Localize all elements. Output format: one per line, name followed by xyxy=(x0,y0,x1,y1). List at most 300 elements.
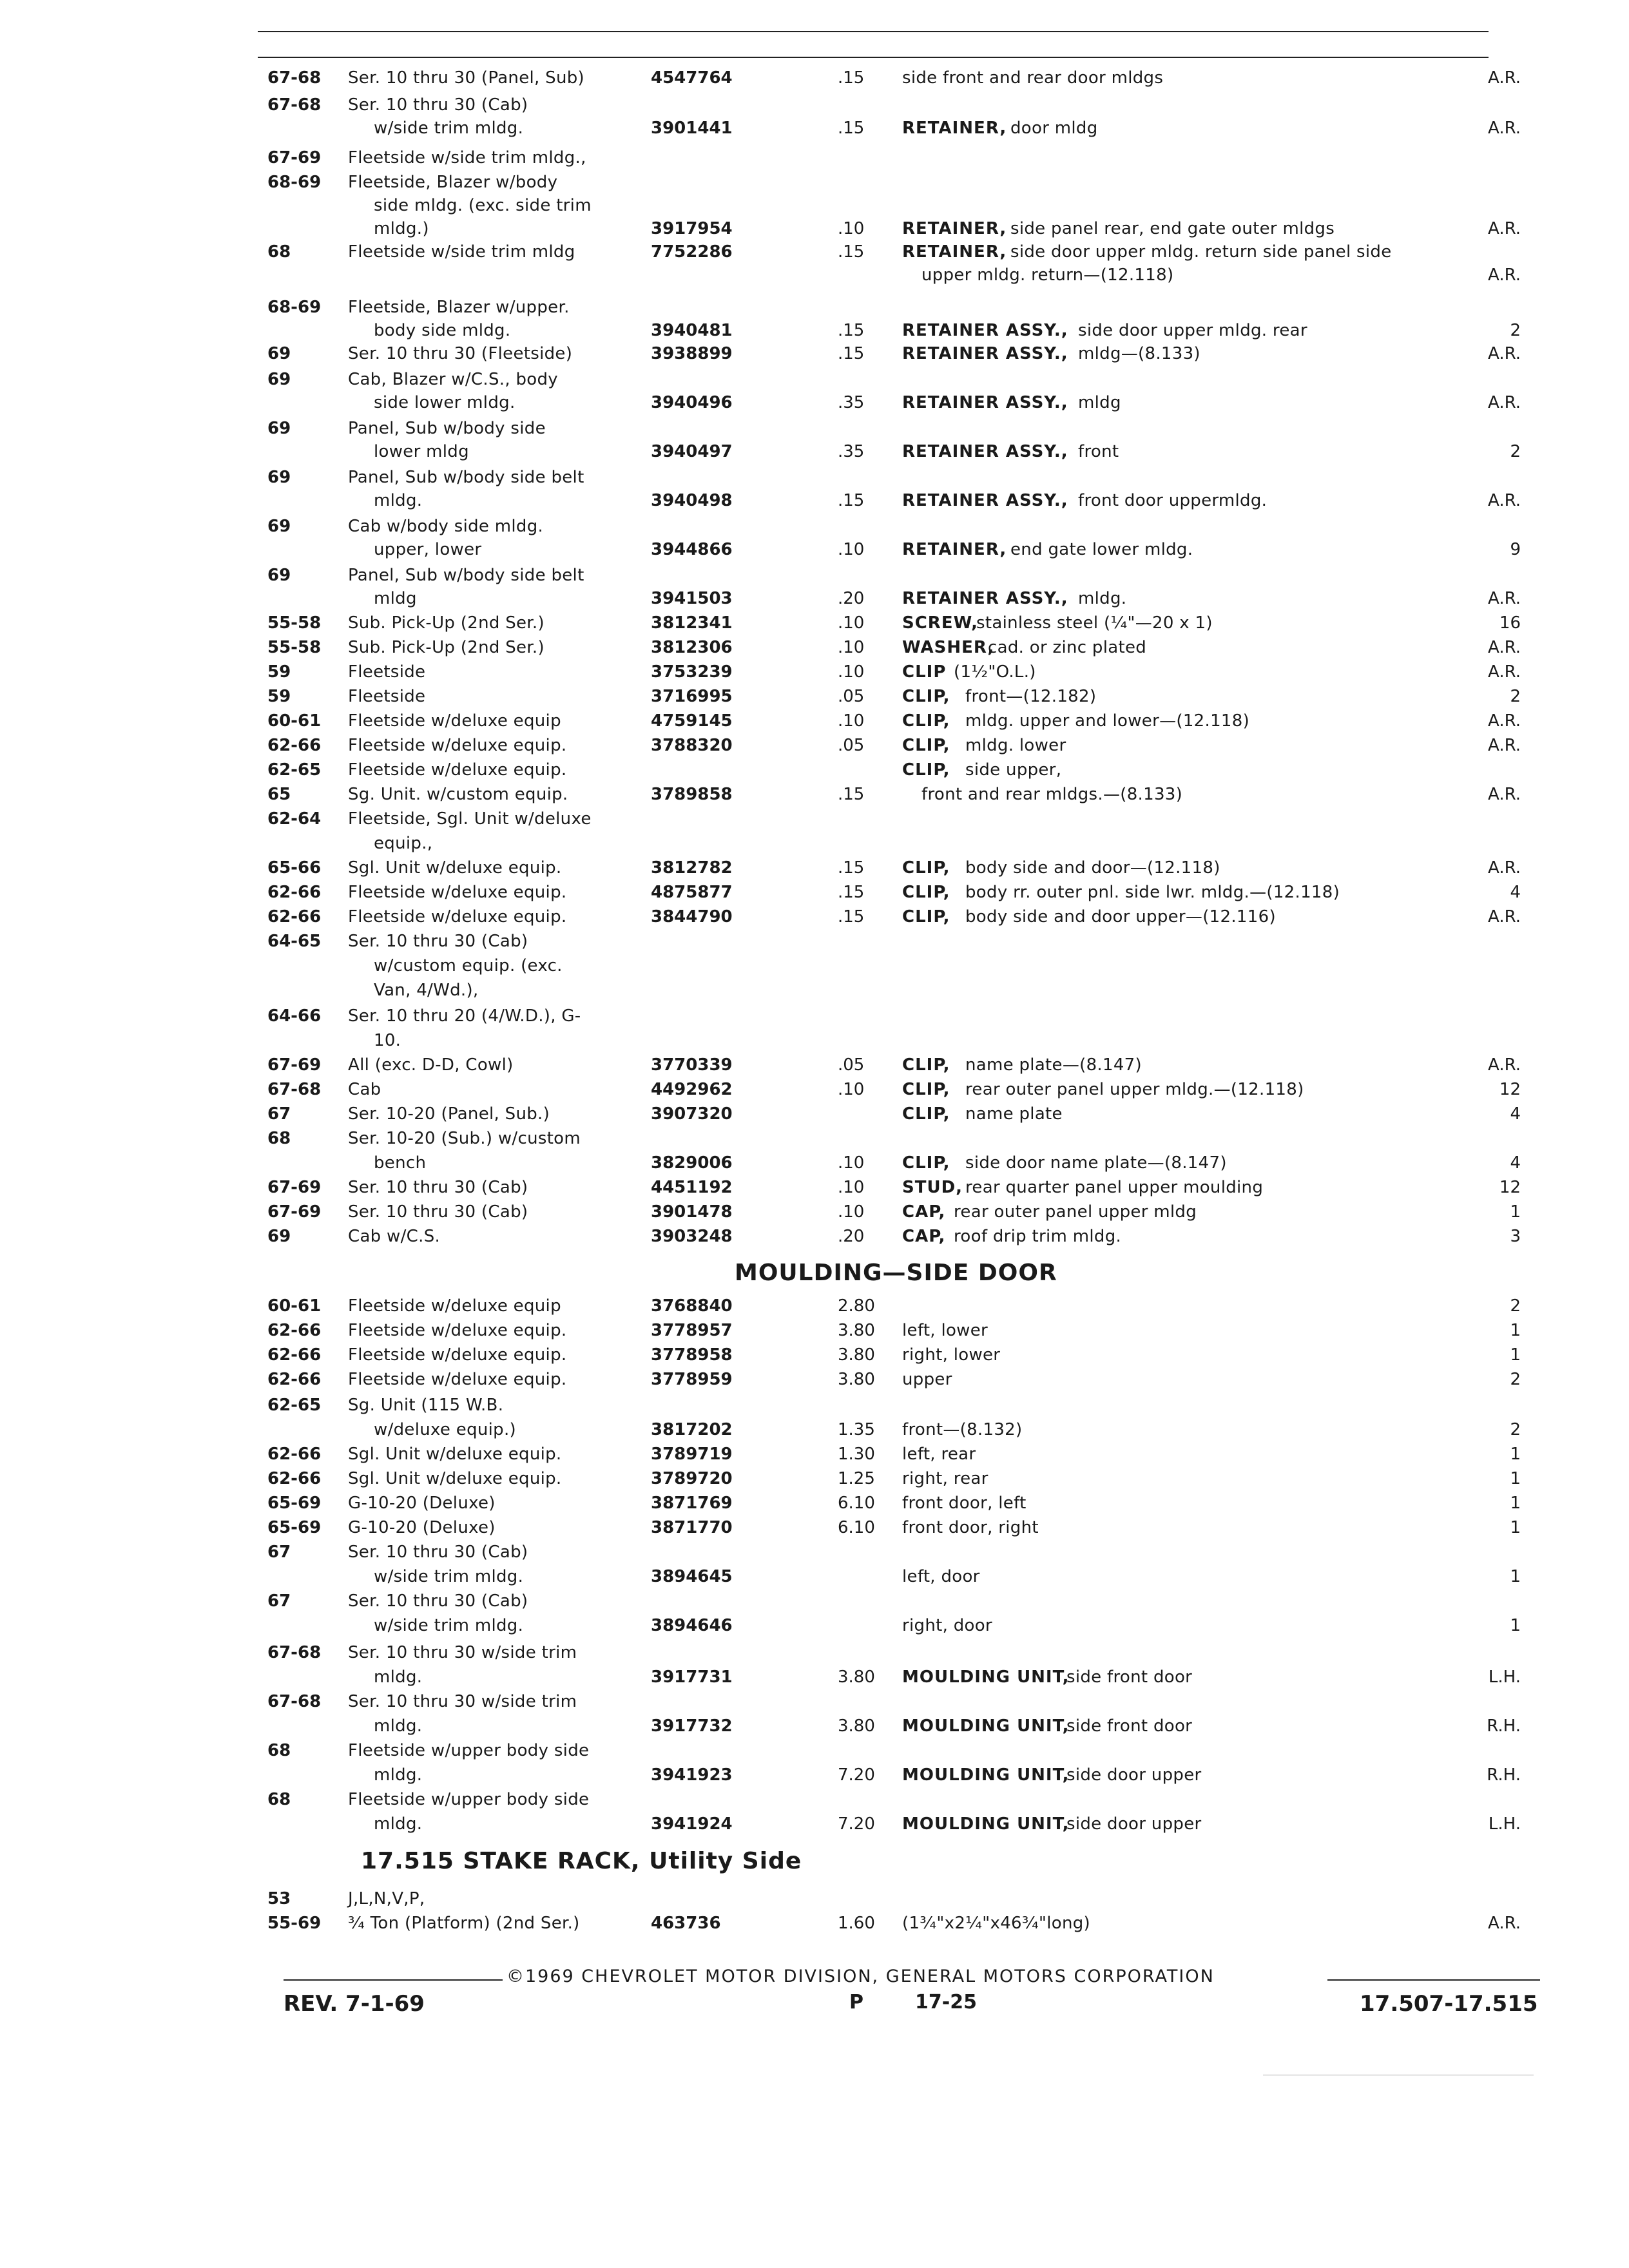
parts-row xyxy=(0,296,1629,318)
model-year: 69 xyxy=(267,468,291,487)
part-number: 4547764 xyxy=(651,68,733,88)
part-number: 3917731 xyxy=(651,1667,733,1687)
model-description: Sg. Unit. w/custom equip. xyxy=(348,785,568,804)
parts-row xyxy=(0,1201,1629,1223)
part-description: left, rear xyxy=(902,1445,976,1464)
part-number: 3753239 xyxy=(651,662,733,682)
quantity: 1 xyxy=(1510,1494,1521,1513)
parts-row xyxy=(0,1764,1629,1786)
model-description: J,L,N,V,P, xyxy=(348,1889,425,1908)
model-description: Fleetside, Blazer w/body xyxy=(348,173,558,192)
part-description: side door upper mldg. return side panel side xyxy=(1010,242,1392,262)
parts-row xyxy=(0,1590,1629,1612)
model-description: Sgl. Unit w/deluxe equip. xyxy=(348,858,562,878)
quantity: 1 xyxy=(1510,1518,1521,1537)
part-description: front—(8.132) xyxy=(902,1420,1023,1439)
footer-rule-left xyxy=(284,1979,503,1981)
parts-row xyxy=(0,466,1629,488)
quantity: A.R. xyxy=(1488,1914,1521,1933)
model-year: 53 xyxy=(267,1889,291,1908)
parts-row xyxy=(0,171,1629,193)
model-description: Sub. Pick-Up (2nd Ser.) xyxy=(348,613,545,633)
part-description: upper mldg. return—(12.118) xyxy=(921,265,1174,285)
model-description: Fleetside w/deluxe equip xyxy=(348,1296,561,1316)
part-description: mldg. upper and lower—(12.118) xyxy=(965,711,1250,731)
part-number: 3941503 xyxy=(651,589,733,608)
list-price: 6.10 xyxy=(838,1518,875,1537)
model-year: 69 xyxy=(267,517,291,536)
quantity: 1 xyxy=(1510,1445,1521,1464)
parts-row xyxy=(0,881,1629,903)
quantity: 4 xyxy=(1510,883,1521,902)
model-year: 62-66 xyxy=(267,907,322,927)
list-price: 3.80 xyxy=(838,1716,875,1736)
footer-section-range: 17.507-17.515 xyxy=(1360,1991,1538,2017)
part-description: left, door xyxy=(902,1567,980,1586)
model-year: 67-68 xyxy=(267,1080,322,1099)
parts-row xyxy=(0,612,1629,634)
model-description: Cab w/body side mldg. xyxy=(348,517,544,536)
model-description: Cab xyxy=(348,1080,381,1099)
model-year: 55-58 xyxy=(267,613,322,633)
parts-row xyxy=(0,1517,1629,1539)
parts-row xyxy=(0,343,1629,365)
model-year: 69 xyxy=(267,1227,291,1246)
quantity: A.R. xyxy=(1488,662,1521,682)
list-price: .10 xyxy=(838,662,865,682)
part-description: roof drip trim mldg. xyxy=(954,1227,1122,1246)
list-price: 1.60 xyxy=(838,1914,875,1933)
part-name: CLIP, xyxy=(902,883,950,902)
list-price: .10 xyxy=(838,1178,865,1197)
part-name: CLIP, xyxy=(902,907,950,927)
part-number: 4759145 xyxy=(651,711,733,731)
model-description: Ser. 10 thru 30 (Fleetside) xyxy=(348,344,573,363)
list-price: .15 xyxy=(838,344,865,363)
parts-row xyxy=(0,1419,1629,1441)
model-description: Fleetside w/deluxe equip. xyxy=(348,1321,567,1340)
part-number: 3901441 xyxy=(651,119,733,138)
model-description: Sub. Pick-Up (2nd Ser.) xyxy=(348,638,545,657)
part-number: 3817202 xyxy=(651,1420,733,1439)
model-year: 62-66 xyxy=(267,1469,322,1488)
parts-row xyxy=(0,441,1629,463)
list-price: .15 xyxy=(838,785,865,804)
part-description: side door upper xyxy=(1066,1765,1202,1785)
part-description: name plate xyxy=(965,1104,1063,1124)
part-number: 3812782 xyxy=(651,858,733,878)
model-description: Fleetside w/side trim mldg., xyxy=(348,148,586,168)
list-price: 3.80 xyxy=(838,1345,875,1365)
parts-row xyxy=(0,1054,1629,1076)
model-year: 67-68 xyxy=(267,1643,322,1662)
list-price: 7.20 xyxy=(838,1814,875,1834)
parts-row xyxy=(0,320,1629,341)
part-description: right, rear xyxy=(902,1469,988,1488)
parts-row xyxy=(0,1813,1629,1835)
quantity: 1 xyxy=(1510,1345,1521,1365)
model-year: 55-69 xyxy=(267,1914,322,1933)
part-number: 3812306 xyxy=(651,638,733,657)
parts-row xyxy=(0,1005,1629,1027)
model-year: 68 xyxy=(267,1741,291,1760)
quantity: 16 xyxy=(1499,613,1521,633)
parts-row xyxy=(0,392,1629,414)
part-number: 3938899 xyxy=(651,344,733,363)
quantity: R.H. xyxy=(1487,1765,1521,1785)
part-name: RETAINER ASSY., xyxy=(902,589,1068,608)
quantity: R.H. xyxy=(1487,1716,1521,1736)
top-rule xyxy=(258,31,1489,32)
part-description: mldg xyxy=(1078,393,1121,412)
part-name: CLIP, xyxy=(902,760,950,780)
list-price: .05 xyxy=(838,687,865,706)
part-number: 3901478 xyxy=(651,1202,733,1222)
model-description: Fleetside w/deluxe equip. xyxy=(348,907,567,927)
list-price: 3.80 xyxy=(838,1321,875,1340)
model-description: mldg.) xyxy=(374,219,429,238)
quantity: A.R. xyxy=(1488,393,1521,412)
list-price: .10 xyxy=(838,638,865,657)
part-name: STUD, xyxy=(902,1178,963,1197)
model-description: Fleetside w/deluxe equip. xyxy=(348,1345,567,1365)
model-description: Fleetside w/deluxe equip. xyxy=(348,1370,567,1389)
part-number: 3778959 xyxy=(651,1370,733,1389)
model-description: G-10-20 (Deluxe) xyxy=(348,1518,496,1537)
model-description: Ser. 10 thru 30 (Cab) xyxy=(348,1591,528,1611)
list-price: .10 xyxy=(838,219,865,238)
model-year: 69 xyxy=(267,370,291,389)
parts-row xyxy=(0,1740,1629,1762)
parts-row xyxy=(0,218,1629,240)
model-description: Fleetside w/side trim mldg xyxy=(348,242,575,262)
parts-row xyxy=(0,906,1629,928)
footer-page-number: 17-25 xyxy=(915,1991,977,2013)
parts-row xyxy=(0,1344,1629,1366)
quantity: 3 xyxy=(1510,1227,1521,1246)
parts-row xyxy=(0,539,1629,561)
quantity: L.H. xyxy=(1488,1814,1521,1834)
model-description: Van, 4/Wd.), xyxy=(374,981,479,1000)
parts-row xyxy=(0,1394,1629,1416)
part-name: MOULDING UNIT, xyxy=(902,1667,1070,1687)
part-name: CAP, xyxy=(902,1202,946,1222)
part-name: CLIP, xyxy=(902,736,950,755)
part-description: right, door xyxy=(902,1616,992,1635)
part-number: 3944866 xyxy=(651,540,733,559)
part-number: 3917954 xyxy=(651,219,733,238)
parts-row xyxy=(0,1566,1629,1588)
part-number: 3894646 xyxy=(651,1616,733,1635)
model-year: 62-66 xyxy=(267,736,322,755)
list-price: .15 xyxy=(838,68,865,88)
parts-row xyxy=(0,241,1629,263)
model-description: Fleetside w/deluxe equip. xyxy=(348,883,567,902)
quantity: A.R. xyxy=(1488,589,1521,608)
parts-row xyxy=(0,369,1629,390)
part-description: name plate—(8.147) xyxy=(965,1055,1142,1075)
part-description: front—(12.182) xyxy=(965,687,1097,706)
model-year: 68-69 xyxy=(267,298,322,317)
model-description: w/custom equip. (exc. xyxy=(374,956,563,975)
model-description: upper, lower xyxy=(374,540,482,559)
parts-row xyxy=(0,1666,1629,1688)
part-number: 3789719 xyxy=(651,1445,733,1464)
model-year: 67-69 xyxy=(267,1202,322,1222)
part-number: 3829006 xyxy=(651,1153,733,1173)
model-year: 67-69 xyxy=(267,148,322,168)
list-price: .15 xyxy=(838,883,865,902)
model-description: bench xyxy=(374,1153,427,1173)
parts-row xyxy=(0,710,1629,732)
list-price: .10 xyxy=(838,1202,865,1222)
part-name: CLIP xyxy=(902,662,947,682)
list-price: 6.10 xyxy=(838,1494,875,1513)
quantity: 1 xyxy=(1510,1202,1521,1222)
model-description: mldg. xyxy=(374,491,423,510)
part-name: RETAINER ASSY., xyxy=(902,344,1068,363)
part-number: 4451192 xyxy=(651,1178,733,1197)
model-year: 69 xyxy=(267,419,291,438)
model-description: Sgl. Unit w/deluxe equip. xyxy=(348,1469,562,1488)
parts-row xyxy=(0,1468,1629,1490)
header-rule xyxy=(258,57,1489,58)
part-description: side panel rear, end gate outer mldgs xyxy=(1010,219,1335,238)
quantity: A.R. xyxy=(1488,858,1521,878)
model-year: 59 xyxy=(267,662,291,682)
model-description: Panel, Sub w/body side belt xyxy=(348,468,584,487)
part-name: WASHER, xyxy=(902,638,995,657)
model-year: 67 xyxy=(267,1542,291,1562)
part-description: (1¹⁄₂"O.L.) xyxy=(954,662,1036,682)
parts-row xyxy=(0,515,1629,537)
parts-row xyxy=(0,264,1629,286)
model-year: 62-66 xyxy=(267,1345,322,1365)
model-description: Fleetside, Sgl. Unit w/deluxe xyxy=(348,809,592,829)
parts-row xyxy=(0,1177,1629,1198)
parts-row xyxy=(0,1295,1629,1317)
part-description: side door upper xyxy=(1066,1814,1202,1834)
model-description: Fleetside w/deluxe equip. xyxy=(348,736,567,755)
quantity: A.R. xyxy=(1488,265,1521,285)
list-price: 1.25 xyxy=(838,1469,875,1488)
parts-row xyxy=(0,94,1629,116)
model-year: 69 xyxy=(267,344,291,363)
quantity: A.R. xyxy=(1488,785,1521,804)
part-number: 3940497 xyxy=(651,442,733,461)
list-price: .35 xyxy=(838,442,865,461)
section-title-moulding-side-door: MOULDING—SIDE DOOR xyxy=(735,1260,1057,1286)
model-description: All (exc. D-D, Cowl) xyxy=(348,1055,514,1075)
part-description: front door, left xyxy=(902,1494,1027,1513)
quantity: 4 xyxy=(1510,1153,1521,1173)
part-number: 3789858 xyxy=(651,785,733,804)
model-year: 64-66 xyxy=(267,1006,322,1026)
part-number: 3917732 xyxy=(651,1716,733,1736)
list-price: .10 xyxy=(838,711,865,731)
quantity: 1 xyxy=(1510,1321,1521,1340)
model-description: mldg. xyxy=(374,1814,423,1834)
part-name: CLIP, xyxy=(902,687,950,706)
model-description: Fleetside w/deluxe equip xyxy=(348,711,561,731)
model-description: w/side trim mldg. xyxy=(374,1616,524,1635)
list-price: 3.80 xyxy=(838,1370,875,1389)
footer-rule-right xyxy=(1327,1979,1540,1981)
part-number: 3716995 xyxy=(651,687,733,706)
parts-row xyxy=(0,1103,1629,1125)
model-description: Ser. 10 thru 30 w/side trim xyxy=(348,1643,577,1662)
model-description: Ser. 10-20 (Panel, Sub.) xyxy=(348,1104,550,1124)
part-description: door mldg xyxy=(1010,119,1098,138)
quantity: A.R. xyxy=(1488,711,1521,731)
model-description: mldg. xyxy=(374,1716,423,1736)
list-price: .10 xyxy=(838,540,865,559)
model-description: Ser. 10 thru 30 w/side trim xyxy=(348,1692,577,1711)
model-description: side mldg. (exc. side trim xyxy=(374,196,592,215)
parts-row xyxy=(0,1715,1629,1737)
model-year: 62-65 xyxy=(267,1396,322,1415)
part-number: 7752286 xyxy=(651,242,733,262)
model-year: 68 xyxy=(267,242,291,262)
part-name: RETAINER, xyxy=(902,219,1007,238)
model-year: 60-61 xyxy=(267,1296,322,1316)
model-description: ³⁄₄ Ton (Platform) (2nd Ser.) xyxy=(348,1914,580,1933)
parts-row xyxy=(0,955,1629,977)
model-description: w/side trim mldg. xyxy=(374,119,524,138)
model-year: 67-68 xyxy=(267,95,322,115)
quantity: 2 xyxy=(1510,687,1521,706)
model-year: 60-61 xyxy=(267,711,322,731)
model-description: Fleetside xyxy=(348,687,426,706)
part-description: (1³⁄₄"x2¹⁄₄"x46³⁄₄"long) xyxy=(902,1914,1090,1933)
model-description: mldg xyxy=(374,589,417,608)
part-name: SCREW, xyxy=(902,613,979,633)
quantity: 2 xyxy=(1510,321,1521,340)
parts-row xyxy=(0,1541,1629,1563)
model-description: mldg. xyxy=(374,1667,423,1687)
list-price: .15 xyxy=(838,491,865,510)
quantity: A.R. xyxy=(1488,1055,1521,1075)
list-price: .15 xyxy=(838,119,865,138)
parts-row xyxy=(0,1615,1629,1637)
parts-row xyxy=(0,1443,1629,1465)
model-description: Cab, Blazer w/C.S., body xyxy=(348,370,558,389)
part-name: CAP, xyxy=(902,1227,946,1246)
quantity: A.R. xyxy=(1488,638,1521,657)
part-name: MOULDING UNIT, xyxy=(902,1716,1070,1736)
model-year: 59 xyxy=(267,687,291,706)
quantity: A.R. xyxy=(1488,219,1521,238)
model-year: 55-58 xyxy=(267,638,322,657)
list-price: .15 xyxy=(838,321,865,340)
model-description: mldg. xyxy=(374,1765,423,1785)
part-name: MOULDING UNIT, xyxy=(902,1814,1070,1834)
quantity: 1 xyxy=(1510,1469,1521,1488)
part-description: rear outer panel upper mldg xyxy=(954,1202,1197,1222)
parts-row xyxy=(0,1789,1629,1811)
parts-row xyxy=(0,857,1629,879)
part-description: cad. or zinc plated xyxy=(988,638,1147,657)
footer-page-letter: P xyxy=(849,1991,863,2013)
model-year: 67-68 xyxy=(267,68,322,88)
part-description: front and rear mldgs.—(8.133) xyxy=(921,785,1183,804)
part-number: 4875877 xyxy=(651,883,733,902)
part-description: side door upper mldg. rear xyxy=(1078,321,1307,340)
model-description: body side mldg. xyxy=(374,321,511,340)
model-description: Ser. 10 thru 20 (4/W.D.), G- xyxy=(348,1006,581,1026)
model-description: Fleetside, Blazer w/upper. xyxy=(348,298,570,317)
list-price: .10 xyxy=(838,613,865,633)
quantity: 1 xyxy=(1510,1567,1521,1586)
parts-row xyxy=(0,1079,1629,1100)
parts-row xyxy=(0,661,1629,683)
model-year: 64-65 xyxy=(267,932,322,951)
part-number: 3844790 xyxy=(651,907,733,927)
parts-row xyxy=(0,1888,1629,1910)
part-number: 3812341 xyxy=(651,613,733,633)
parts-row xyxy=(0,1225,1629,1247)
list-price: .10 xyxy=(838,1080,865,1099)
part-number: 3941923 xyxy=(651,1765,733,1785)
parts-row xyxy=(0,564,1629,586)
model-year: 67-69 xyxy=(267,1178,322,1197)
part-number: 3907320 xyxy=(651,1104,733,1124)
part-number: 3768840 xyxy=(651,1296,733,1316)
part-description: mldg. xyxy=(1078,589,1127,608)
part-description: side door name plate—(8.147) xyxy=(965,1153,1227,1173)
model-year: 68 xyxy=(267,1129,291,1148)
parts-row xyxy=(0,1691,1629,1713)
part-description: side front and rear door mldgs xyxy=(902,68,1164,88)
parts-row xyxy=(0,588,1629,610)
model-year: 62-65 xyxy=(267,760,322,780)
model-year: 65-66 xyxy=(267,858,322,878)
part-number: 3778957 xyxy=(651,1321,733,1340)
part-description: left, lower xyxy=(902,1321,988,1340)
part-name: RETAINER ASSY., xyxy=(902,393,1068,412)
parts-row xyxy=(0,1492,1629,1514)
parts-row xyxy=(0,1152,1629,1174)
model-description: Fleetside xyxy=(348,662,426,682)
parts-row xyxy=(0,808,1629,830)
part-description: body side and door upper—(12.116) xyxy=(965,907,1276,927)
part-number: 3940496 xyxy=(651,393,733,412)
list-price: .35 xyxy=(838,393,865,412)
quantity: A.R. xyxy=(1488,344,1521,363)
parts-row xyxy=(0,1912,1629,1934)
parts-row xyxy=(0,67,1629,89)
model-year: 62-64 xyxy=(267,809,322,829)
parts-row xyxy=(0,117,1629,139)
model-description: Ser. 10 thru 30 (Cab) xyxy=(348,95,528,115)
parts-row xyxy=(0,783,1629,805)
model-description: Ser. 10 thru 30 (Panel, Sub) xyxy=(348,68,584,88)
list-price: .15 xyxy=(838,907,865,927)
list-price: .20 xyxy=(838,1227,865,1246)
part-number: 3871769 xyxy=(651,1494,733,1513)
list-price: 1.35 xyxy=(838,1420,875,1439)
model-description: side lower mldg. xyxy=(374,393,516,412)
model-description: Panel, Sub w/body side belt xyxy=(348,566,584,585)
model-year: 68 xyxy=(267,1790,291,1809)
list-price: .10 xyxy=(838,1153,865,1173)
model-description: equip., xyxy=(374,834,433,853)
part-name: RETAINER ASSY., xyxy=(902,321,1068,340)
part-description: side upper, xyxy=(965,760,1062,780)
model-description: Fleetside w/deluxe equip. xyxy=(348,760,567,780)
model-description: Ser. 10 thru 30 (Cab) xyxy=(348,1178,528,1197)
model-description: Sg. Unit (115 W.B. xyxy=(348,1396,504,1415)
